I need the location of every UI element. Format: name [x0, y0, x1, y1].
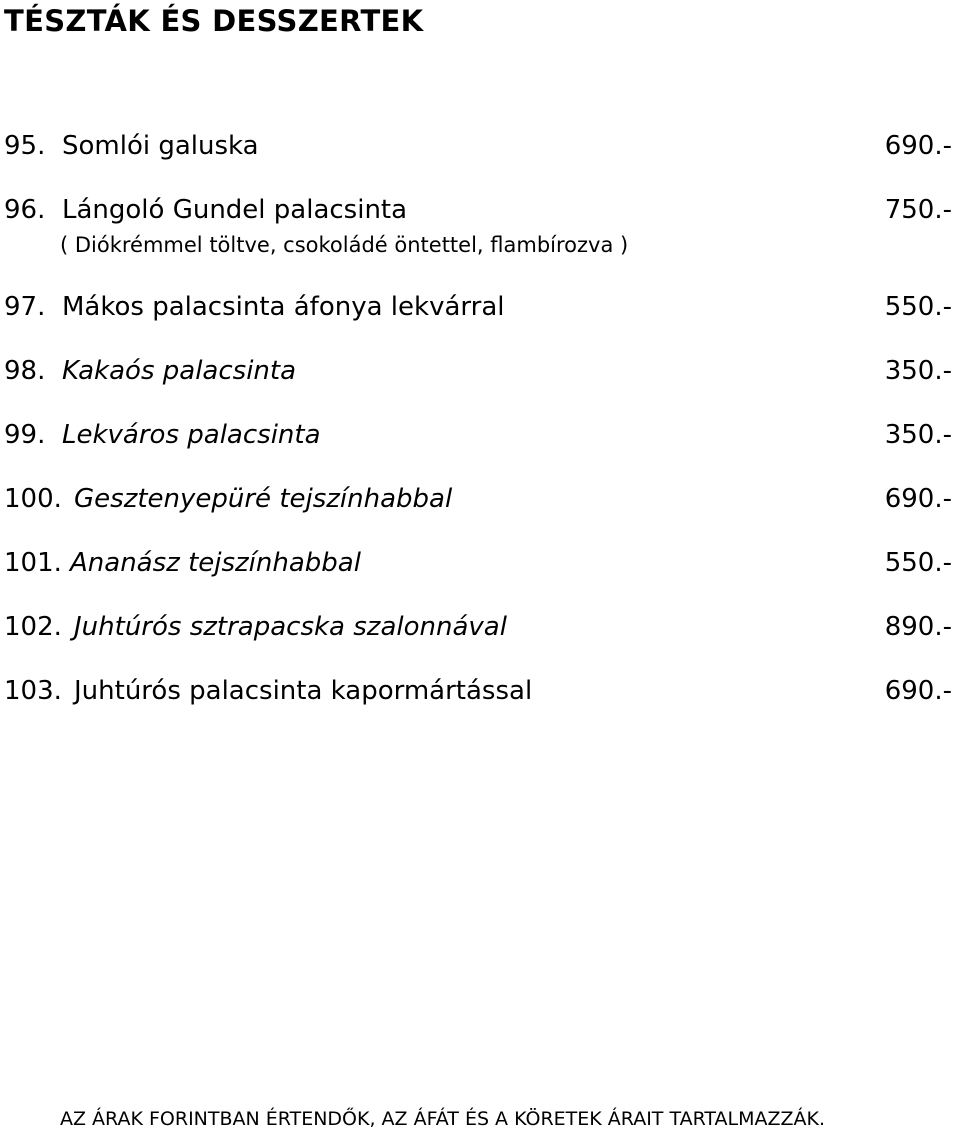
menu-item [0, 195, 960, 267]
menu-item [0, 676, 960, 716]
menu-item [0, 612, 960, 652]
price-footnote: AZ ÁRAK FORINTBAN ÉRTENDŐK, AZ ÁFÁT ÉS A KÖRETEK ÁRAIT TARTALMAZZÁK. [60, 1108, 826, 1130]
item-price: 350.- [884, 356, 952, 386]
item-number: 99. [4, 420, 46, 450]
menu-item [0, 131, 960, 171]
menu-item [0, 292, 960, 332]
item-description: ( Diókrémmel töltve, csokoládé öntettel, flambírozva ) [60, 233, 629, 257]
item-number: 98. [4, 356, 46, 386]
item-name: Lekváros palacsinta [62, 420, 321, 450]
item-name: Kakaós palacsinta [62, 356, 297, 386]
item-number: 95. [4, 131, 46, 161]
menu-item [0, 484, 960, 524]
item-name: Somlói galuska [62, 131, 259, 161]
menu-section-title: TÉSZTÁK ÉS DESSZERTEK [4, 4, 424, 38]
item-number: 102. [4, 612, 62, 642]
item-number: 101. [4, 548, 62, 578]
item-price: 550.- [884, 292, 952, 322]
menu-item [0, 420, 960, 460]
item-name: Juhtúrós palacsinta kapormártással [74, 676, 533, 706]
item-name: Lángoló Gundel palacsinta [62, 195, 408, 225]
item-price: 690.- [884, 484, 952, 514]
item-price: 750.- [884, 195, 952, 225]
menu-item [0, 356, 960, 396]
item-price: 690.- [884, 676, 952, 706]
item-price: 550.- [884, 548, 952, 578]
item-price: 890.- [884, 612, 952, 642]
item-number: 97. [4, 292, 46, 322]
item-price: 690.- [884, 131, 952, 161]
item-name: Mákos palacsinta áfonya lekvárral [62, 292, 505, 322]
item-number: 103. [4, 676, 62, 706]
item-name: Juhtúrós sztrapacska szalonnával [74, 612, 507, 642]
item-name: Ananász tejszínhabbal [70, 548, 361, 578]
item-price: 350.- [884, 420, 952, 450]
item-number: 100. [4, 484, 62, 514]
menu-item [0, 548, 960, 588]
item-number: 96. [4, 195, 46, 225]
item-name: Gesztenyepüré tejszínhabbal [74, 484, 453, 514]
